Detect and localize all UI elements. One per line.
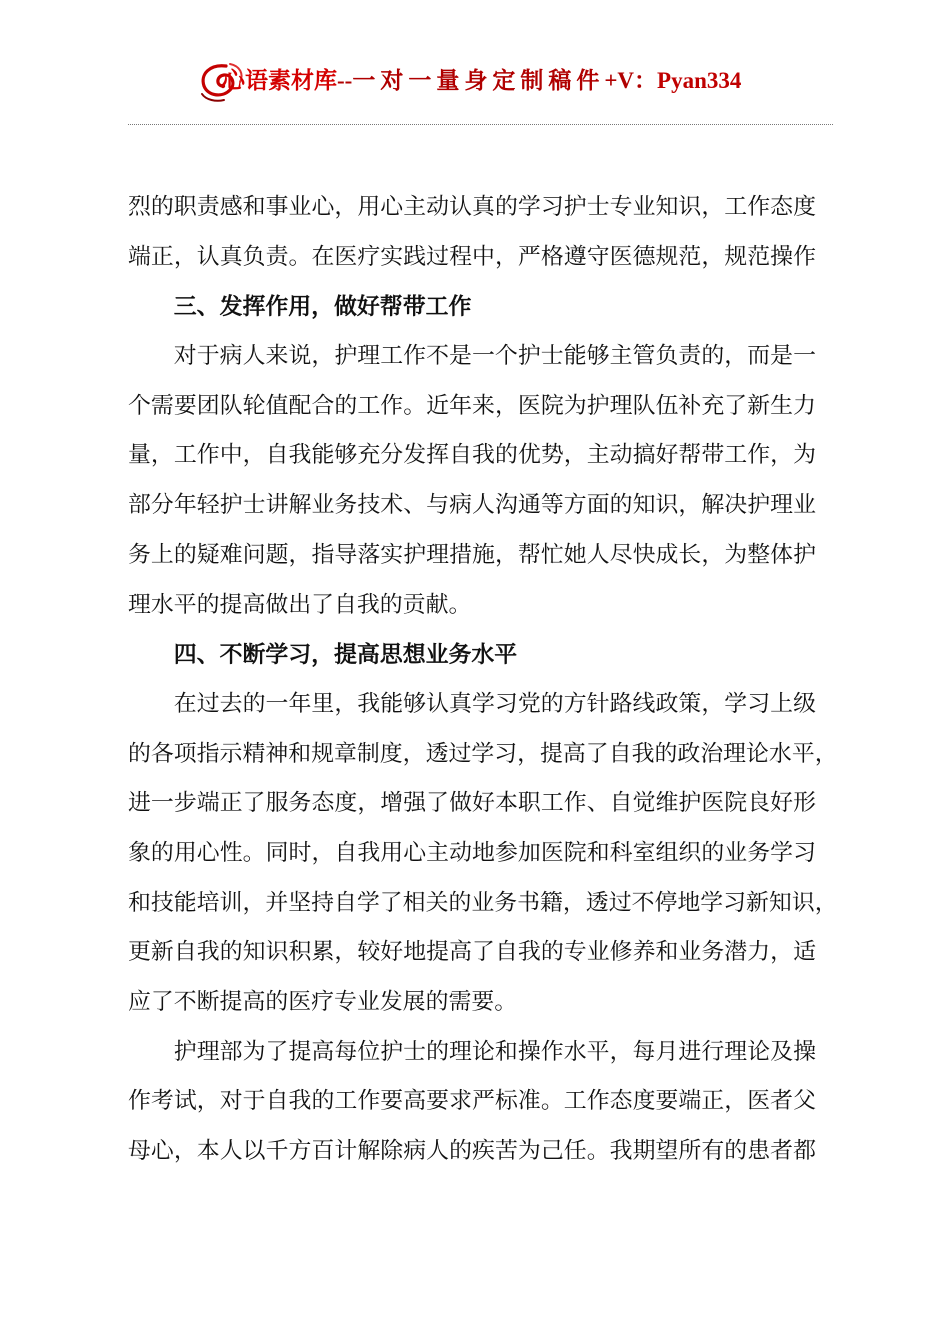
header-brand: 心语素材库: [222, 68, 337, 93]
body-line: 应了不断提高的医疗专业发展的需要。: [128, 989, 518, 1015]
header-divider: [128, 124, 833, 125]
body-line: 部分年轻护士讲解业务技术、与病人沟通等方面的知识，解决护理业: [128, 492, 816, 519]
body-line: 理水平的提高做出了自我的贡献。: [128, 591, 472, 618]
body-line: 的各项指示精神和规章制度，透过学习，提高了自我的政治理论水平，: [128, 740, 838, 767]
body-line: 个需要团队轮值配合的工作。近年来，医院为护理队伍补充了新生力: [128, 392, 816, 419]
body-line: 作考试，对于自我的工作要高要求严标准。工作态度要端正，医者父: [128, 1088, 816, 1115]
header-contact: Pyan334: [657, 68, 742, 93]
body-line: 护理部为了提高每位护士的理论和操作水平，每月进行理论及操: [173, 1038, 816, 1065]
header-separator: --: [337, 68, 353, 93]
body-line: 烈的职责感和事业心，用心主动认真的学习护士专业知识，工作态度: [128, 194, 816, 220]
body-line: 和技能培训，并坚持自学了相关的业务书籍，透过不停地学习新知识，: [128, 889, 838, 916]
body-line: 象的用心性。同时，自我用心主动地参加医院和科室组织的业务学习: [128, 839, 816, 866]
body-line: 量，工作中，自我能够充分发挥自我的优势，主动搞好帮带工作，为: [128, 442, 816, 469]
page-header: [0, 0, 950, 130]
header-tagline: 一对一量身定制稿件: [352, 68, 605, 93]
header-contact-prefix: +V：: [604, 68, 658, 93]
header-title: [222, 66, 741, 96]
body-line: 务上的疑难问题，指导落实护理措施，帮忙她人尽快成长，为整体护: [128, 541, 816, 568]
body-line: 母心，本人以千方百计解除病人的疾苦为己任。我期望所有的患者都: [128, 1138, 816, 1165]
body-line: 在过去的一年里，我能够认真学习党的方针路线政策，学习上级: [173, 690, 816, 717]
section-heading-3: 三、发挥作用，做好帮带工作: [173, 293, 472, 321]
body-line: 更新自我的知识积累，较好地提高了自我的专业修养和业务潜力，适: [128, 939, 816, 966]
document-body: [128, 183, 838, 1177]
body-line: 端正，认真负责。在医疗实践过程中，严格遵守医德规范，规范操作: [128, 243, 816, 270]
section-heading-4: 四、不断学习，提高思想业务水平: [173, 641, 518, 669]
body-line: 对于病人来说，护理工作不是一个护士能够主管负责的，而是一: [173, 343, 816, 370]
body-line: 进一步端正了服务态度，增强了做好本职工作、自觉维护医院良好形: [128, 790, 816, 817]
